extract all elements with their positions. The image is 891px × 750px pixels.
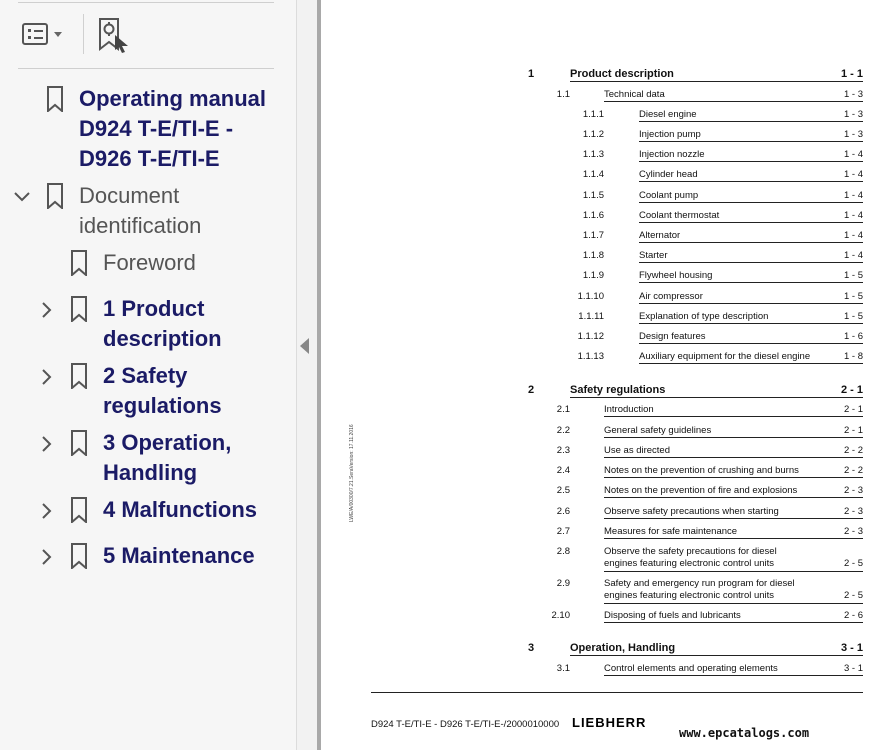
- bookmark-icon: [70, 250, 88, 276]
- toolbar-separator: [83, 14, 84, 54]
- toc-page-number: 1 - 8: [843, 351, 863, 362]
- toc-title-line: engines featuring electronic control units: [604, 558, 775, 569]
- toc-number: 1.1.1: [582, 109, 604, 120]
- toc-title: Coolant thermostat: [639, 210, 863, 223]
- bookmark-label[interactable]: [103, 248, 196, 278]
- toc-title: Design features: [639, 331, 863, 344]
- toc-title-line: engines featuring electronic control units: [604, 590, 775, 601]
- bookmark-icon: [70, 430, 88, 456]
- bookmark-label-line: 4 Malfunctions: [103, 497, 258, 522]
- toc-page-number: 1 - 4: [843, 190, 863, 201]
- toc-number: 1.1.11: [578, 311, 604, 322]
- toc-number: 1.1.7: [582, 230, 604, 241]
- toc-page-number: 1 - 5: [843, 311, 863, 322]
- toc-title: Coolant pump: [639, 190, 863, 203]
- toc-number: 2.2: [556, 425, 570, 436]
- toc-page-number: 2 - 3: [843, 526, 863, 537]
- toc-title: [604, 546, 863, 572]
- chevron-right-icon[interactable]: [37, 501, 57, 521]
- toc-page-number: 1 - 3: [843, 129, 863, 140]
- bookmark-icon: [70, 363, 88, 389]
- toc-page-number: 3 - 1: [840, 642, 863, 654]
- toc-title: Control elements and operating elements: [604, 663, 863, 676]
- bookmark-icon: [46, 86, 64, 112]
- toc-title: Use as directed: [604, 445, 863, 458]
- toc-number: 1: [528, 68, 535, 80]
- toc-number: 1.1.10: [577, 291, 604, 302]
- toc-title: Flywheel housing: [639, 270, 863, 283]
- bookmark-label[interactable]: [79, 181, 201, 241]
- toc-page-number: 1 - 5: [843, 291, 863, 302]
- bookmark-label-line: D924 T-E/TI-E -: [79, 116, 234, 141]
- bookmark-label-line: regulations: [103, 393, 222, 418]
- toc-title: Introduction: [604, 404, 863, 417]
- toc-number: 2.7: [556, 526, 570, 537]
- bookmark-label[interactable]: [103, 361, 222, 421]
- toc-title-line: Safety and emergency run program for diesel: [604, 578, 795, 589]
- toc-page-number: 1 - 4: [843, 169, 863, 180]
- bookmark-label[interactable]: [103, 428, 231, 488]
- toc-title: Starter: [639, 250, 863, 263]
- toc-number: 1.1.5: [582, 190, 604, 201]
- liebherr-logo: LIEBHERR: [572, 715, 647, 730]
- bookmark-label-line: Document: [79, 183, 180, 208]
- bookmark-label-line: identification: [79, 213, 202, 238]
- toc-page-number: 2 - 3: [843, 485, 863, 496]
- footer-divider: [371, 692, 863, 693]
- toc-title: Alternator: [639, 230, 863, 243]
- toc-title: Air compressor: [639, 291, 863, 304]
- bookmark-item[interactable]: [0, 541, 296, 571]
- bookmark-search-icon: [95, 16, 133, 54]
- bookmark-label-line: description: [103, 326, 222, 351]
- bookmark-item[interactable]: [0, 428, 296, 488]
- chevron-down-icon[interactable]: [12, 187, 32, 207]
- toc-title-line: Observe the safety precautions for diesel: [604, 546, 777, 557]
- document-page: [321, 0, 891, 750]
- bookmark-icon: [70, 296, 88, 322]
- toc-page-number: 1 - 3: [843, 109, 863, 120]
- watermark-text: www.epcatalogs.com: [679, 726, 810, 740]
- toc-page-number: 2 - 1: [843, 425, 863, 436]
- toc-page-number: 2 - 2: [843, 465, 863, 476]
- toc-title: Explanation of type description: [639, 311, 863, 324]
- chevron-right-icon[interactable]: [37, 434, 57, 454]
- toc-number: 1.1.4: [582, 169, 604, 180]
- toc-number: 2.3: [556, 445, 570, 456]
- toc-title: Observe safety precautions when starting: [604, 506, 863, 519]
- list-options-icon: [20, 20, 68, 50]
- toc-page-number: 2 - 5: [843, 558, 863, 569]
- toc-number: 1.1.9: [582, 270, 604, 281]
- panel-splitter[interactable]: [297, 0, 317, 750]
- bookmark-icon: [70, 543, 88, 569]
- toc-number: 2.10: [551, 610, 570, 621]
- toc-page-number: 1 - 6: [843, 331, 863, 342]
- document-side-note: LWE/A/00300/7.21.SeraVersion: 17.11.2016: [349, 424, 355, 522]
- collapse-panel-icon[interactable]: [300, 338, 309, 354]
- toc-title: Notes on the prevention of fire and explosions: [604, 485, 863, 498]
- toc-page-number: 2 - 5: [843, 590, 863, 601]
- toc-title: Technical data: [604, 89, 863, 102]
- toc-number: 1.1.2: [582, 129, 604, 140]
- toc-number: 2.6: [556, 506, 570, 517]
- bookmark-label-line: D926 T-E/TI-E: [79, 146, 220, 171]
- toc-number: 1.1.13: [577, 351, 604, 362]
- toc-number: 2.5: [556, 485, 570, 496]
- toc-page-number: 2 - 6: [843, 610, 863, 621]
- bookmark-label[interactable]: [103, 294, 222, 354]
- bookmark-icon: [70, 497, 88, 523]
- bookmark-label[interactable]: [79, 84, 266, 174]
- bookmark-label[interactable]: [103, 495, 257, 525]
- toc-number: 1.1: [556, 89, 570, 100]
- bookmark-label-line: Handling: [103, 460, 198, 485]
- toc-title: Injection pump: [639, 129, 863, 142]
- toc-page-number: 2 - 1: [843, 404, 863, 415]
- bookmark-item[interactable]: [0, 84, 296, 174]
- bookmarks-panel: [0, 0, 297, 750]
- bookmark-label[interactable]: [103, 541, 255, 571]
- chevron-right-icon[interactable]: [37, 547, 57, 567]
- bookmark-label-line: 2 Safety: [103, 363, 188, 388]
- toc-number: 2.9: [556, 578, 570, 589]
- toc-title: Operation, Handling: [570, 642, 863, 656]
- toc-title: Auxiliary equipment for the diesel engine: [639, 351, 863, 364]
- toc-page-number: 1 - 4: [843, 149, 863, 160]
- toc-page-number: 2 - 1: [840, 384, 863, 396]
- toc-page-number: 2 - 2: [843, 445, 863, 456]
- toc-page-number: 1 - 4: [843, 250, 863, 261]
- toc-title: Injection nozzle: [639, 149, 863, 162]
- toc-title: General safety guidelines: [604, 425, 863, 438]
- toc-number: 3: [528, 642, 535, 654]
- chevron-right-icon[interactable]: [37, 300, 57, 320]
- options-menu-button[interactable]: [20, 20, 68, 50]
- toc-page-number: 1 - 1: [840, 68, 863, 80]
- toc-number: 2.1: [556, 404, 570, 415]
- toolbar-bottom-divider: [18, 68, 274, 69]
- toc-number: 3.1: [556, 663, 570, 674]
- toc-title: Cylinder head: [639, 169, 863, 182]
- toc-page-number: 1 - 4: [843, 210, 863, 221]
- bookmark-item[interactable]: [0, 248, 296, 278]
- bookmark-item[interactable]: [0, 495, 296, 525]
- chevron-right-icon[interactable]: [37, 367, 57, 387]
- toc-number: 2.4: [556, 465, 570, 476]
- bookmark-label-line: 3 Operation,: [103, 430, 232, 455]
- toc-title: Measures for safe maintenance: [604, 526, 863, 539]
- toc-number: 1.1.3: [582, 149, 604, 160]
- toc-number: 2.8: [556, 546, 570, 557]
- bookmark-label-line: Foreword: [103, 250, 196, 275]
- toc-page-number: 1 - 4: [843, 230, 863, 241]
- toc-number: 1.1.12: [577, 331, 604, 342]
- toc-title: Safety regulations: [570, 384, 863, 398]
- bookmark-item[interactable]: [0, 294, 296, 354]
- bookmark-label-line: 1 Product: [103, 296, 205, 321]
- toc-page-number: 1 - 5: [843, 270, 863, 281]
- bookmark-item[interactable]: [0, 361, 296, 421]
- toc-page-number: 1 - 3: [843, 89, 863, 100]
- toc-page-number: 3 - 1: [843, 663, 863, 674]
- toc-title: Product description: [570, 68, 863, 82]
- bookmark-icon: [46, 183, 64, 209]
- footer-document-id: D924 T-E/TI-E - D926 T-E/TI-E-/2000010000: [371, 719, 560, 730]
- toolbar-top-divider: [18, 2, 274, 3]
- toc-number: 2: [528, 384, 535, 396]
- bookmark-label-line: 5 Maintenance: [103, 543, 255, 568]
- bookmark-label-line: Operating manual: [79, 86, 267, 111]
- toc-number: 1.1.8: [582, 250, 604, 261]
- bookmark-item[interactable]: [0, 181, 296, 241]
- toc-title: [604, 578, 863, 604]
- find-bookmark-button[interactable]: [95, 16, 133, 54]
- toc-page-number: 2 - 3: [843, 506, 863, 517]
- toc-number: 1.1.6: [582, 210, 604, 221]
- toc-title: Diesel engine: [639, 109, 863, 122]
- toc-title: Notes on the prevention of crushing and burns: [604, 465, 863, 478]
- toc-title: Disposing of fuels and lubricants: [604, 610, 863, 623]
